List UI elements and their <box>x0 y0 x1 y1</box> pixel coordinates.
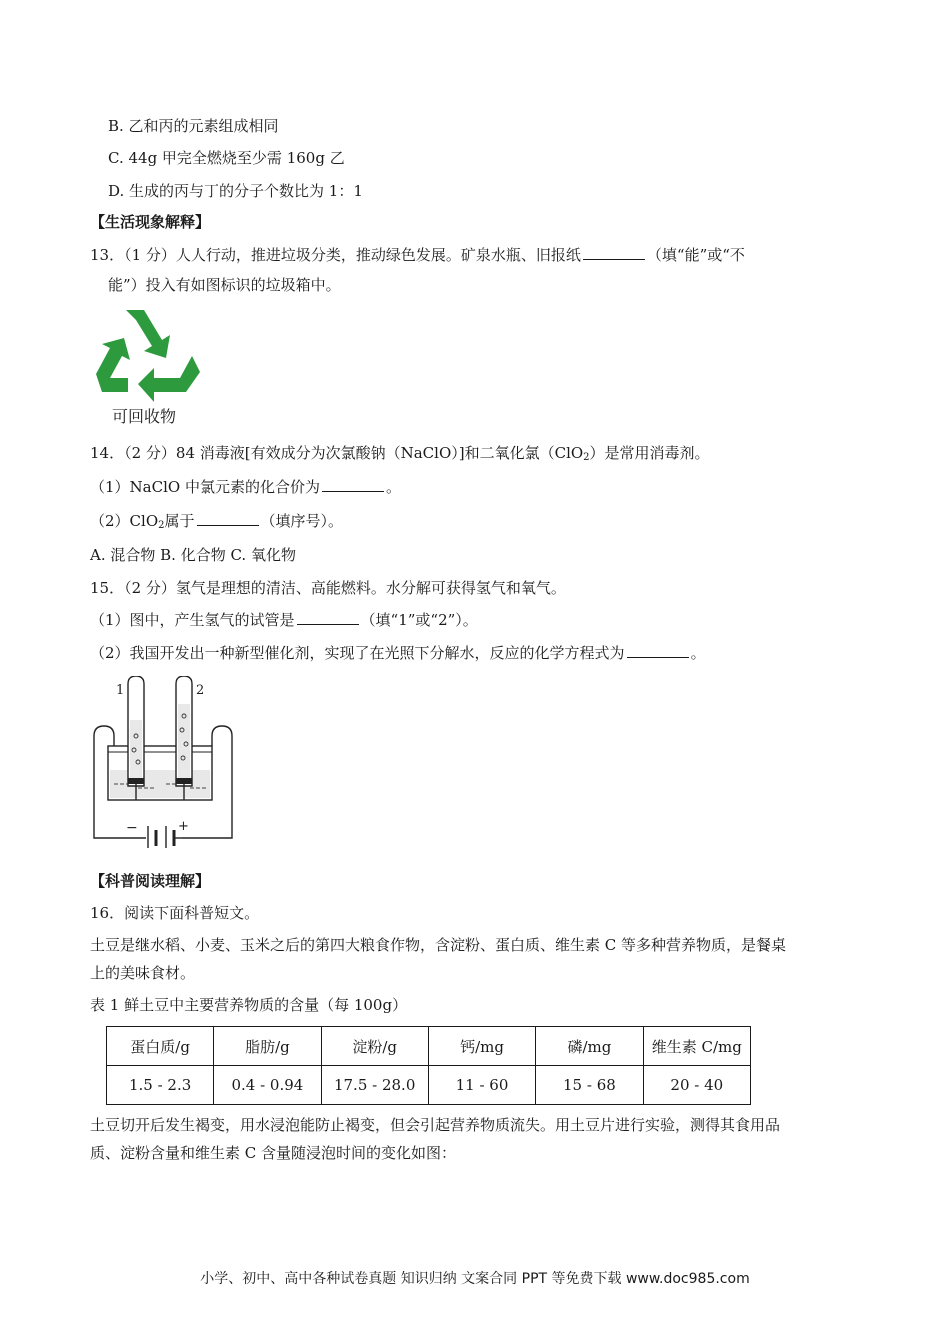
answer-blank[interactable] <box>627 643 689 658</box>
q14-choices: A. 混合物 B. 化合物 C. 氧化物 <box>90 546 296 564</box>
q16-para2-line2: 质、淀粉含量和维生素 C 含量随浸泡时间的变化如图： <box>90 1144 457 1162</box>
recycle-label: 可回收物 <box>112 407 177 426</box>
answer-blank[interactable] <box>322 477 384 492</box>
nutrition-table <box>106 1026 751 1105</box>
section-heading-reading: 【科普阅读理解】 <box>90 872 211 890</box>
table-header-row <box>107 1027 751 1066</box>
table-header: 磷/mg <box>536 1027 643 1066</box>
option-b: B. 乙和丙的元素组成相同 <box>108 117 279 135</box>
q16-para1-line1: 土豆是继水稻、小麦、玉米之后的第四大粮食作物，含淀粉、蛋白质、维生素 C 等多种营养物质，是餐桌 <box>90 936 787 954</box>
recycle-symbol <box>88 306 208 428</box>
q13-line2: 能”）投入有如图标识的垃圾箱中。 <box>108 276 341 294</box>
tube-2-label: 2 <box>196 683 205 698</box>
q13-line1: 13．（1 分）人人行动，推进垃圾分类，推动绿色发展。矿泉水瓶、旧报纸 （填“能”或“不 <box>90 246 745 264</box>
table-header: 维生素 C/mg <box>643 1027 750 1066</box>
table-header: 蛋白质/g <box>107 1027 214 1066</box>
table-cell: 0.4 - 0.94 <box>214 1066 321 1105</box>
option-c: C. 44g 甲完全燃烧至少需 160g 乙 <box>108 149 345 167</box>
answer-blank[interactable] <box>197 511 259 526</box>
table-row <box>107 1066 751 1105</box>
positive-terminal: + <box>178 819 189 834</box>
table-cell: 15 - 68 <box>536 1066 643 1105</box>
table-caption: 表 1 鲜土豆中主要营养物质的含量（每 100g） <box>90 996 408 1014</box>
q16-para2-line1: 土豆切开后发生褐变，用水浸泡能防止褐变，但会引起营养物质流失。用土豆片进行实验，测得其食用品 <box>90 1116 781 1134</box>
section-heading-life: 【生活现象解释】 <box>90 213 211 231</box>
recycle-arrows-icon <box>88 306 208 404</box>
tube-1-label: 1 <box>116 683 125 698</box>
option-d: D. 生成的丙与丁的分子个数比为 1：1 <box>108 182 363 200</box>
table-cell: 11 - 60 <box>428 1066 535 1105</box>
answer-blank[interactable] <box>297 610 359 625</box>
electrolysis-diagram <box>90 676 240 848</box>
q15-stem: 15．（2 分）氢气是理想的清洁、高能燃料。水分解可获得氢气和氧气。 <box>90 579 566 597</box>
q16-para1-line2: 上的美味食材。 <box>90 964 196 982</box>
table-cell: 17.5 - 28.0 <box>321 1066 428 1105</box>
table-cell: 1.5 - 2.3 <box>107 1066 214 1105</box>
table-header: 脂肪/g <box>214 1027 321 1066</box>
table-header: 钙/mg <box>428 1027 535 1066</box>
table-header: 淀粉/g <box>321 1027 428 1066</box>
q15-part2: （2）我国开发出一种新型催化剂，实现了在光照下分解水，反应的化学方程式为 。 <box>90 644 706 662</box>
q15-part1: （1）图中，产生氢气的试管是 （填“1”或“2”）。 <box>90 611 478 629</box>
negative-terminal: − <box>126 820 138 836</box>
q16-stem: 16．阅读下面科普短文。 <box>90 904 260 922</box>
q14-part1: （1）NaClO 中氯元素的化合价为 。 <box>90 478 401 496</box>
table-cell: 20 - 40 <box>643 1066 750 1105</box>
answer-blank[interactable] <box>583 245 645 260</box>
q14-stem: 14．（2 分）84 消毒液[有效成分为次氯酸钠（NaClO）]和二氧化氯（ClO$_2$）是常用消毒剂。 <box>90 444 710 463</box>
q14-part2: （2）ClO$_2$属于 （填序号）。 <box>90 512 344 531</box>
page-footer: 小学、初中、高中各种试卷真题 知识归纳 文案合同 PPT 等免费下载 www.doc985.com <box>200 1271 750 1287</box>
